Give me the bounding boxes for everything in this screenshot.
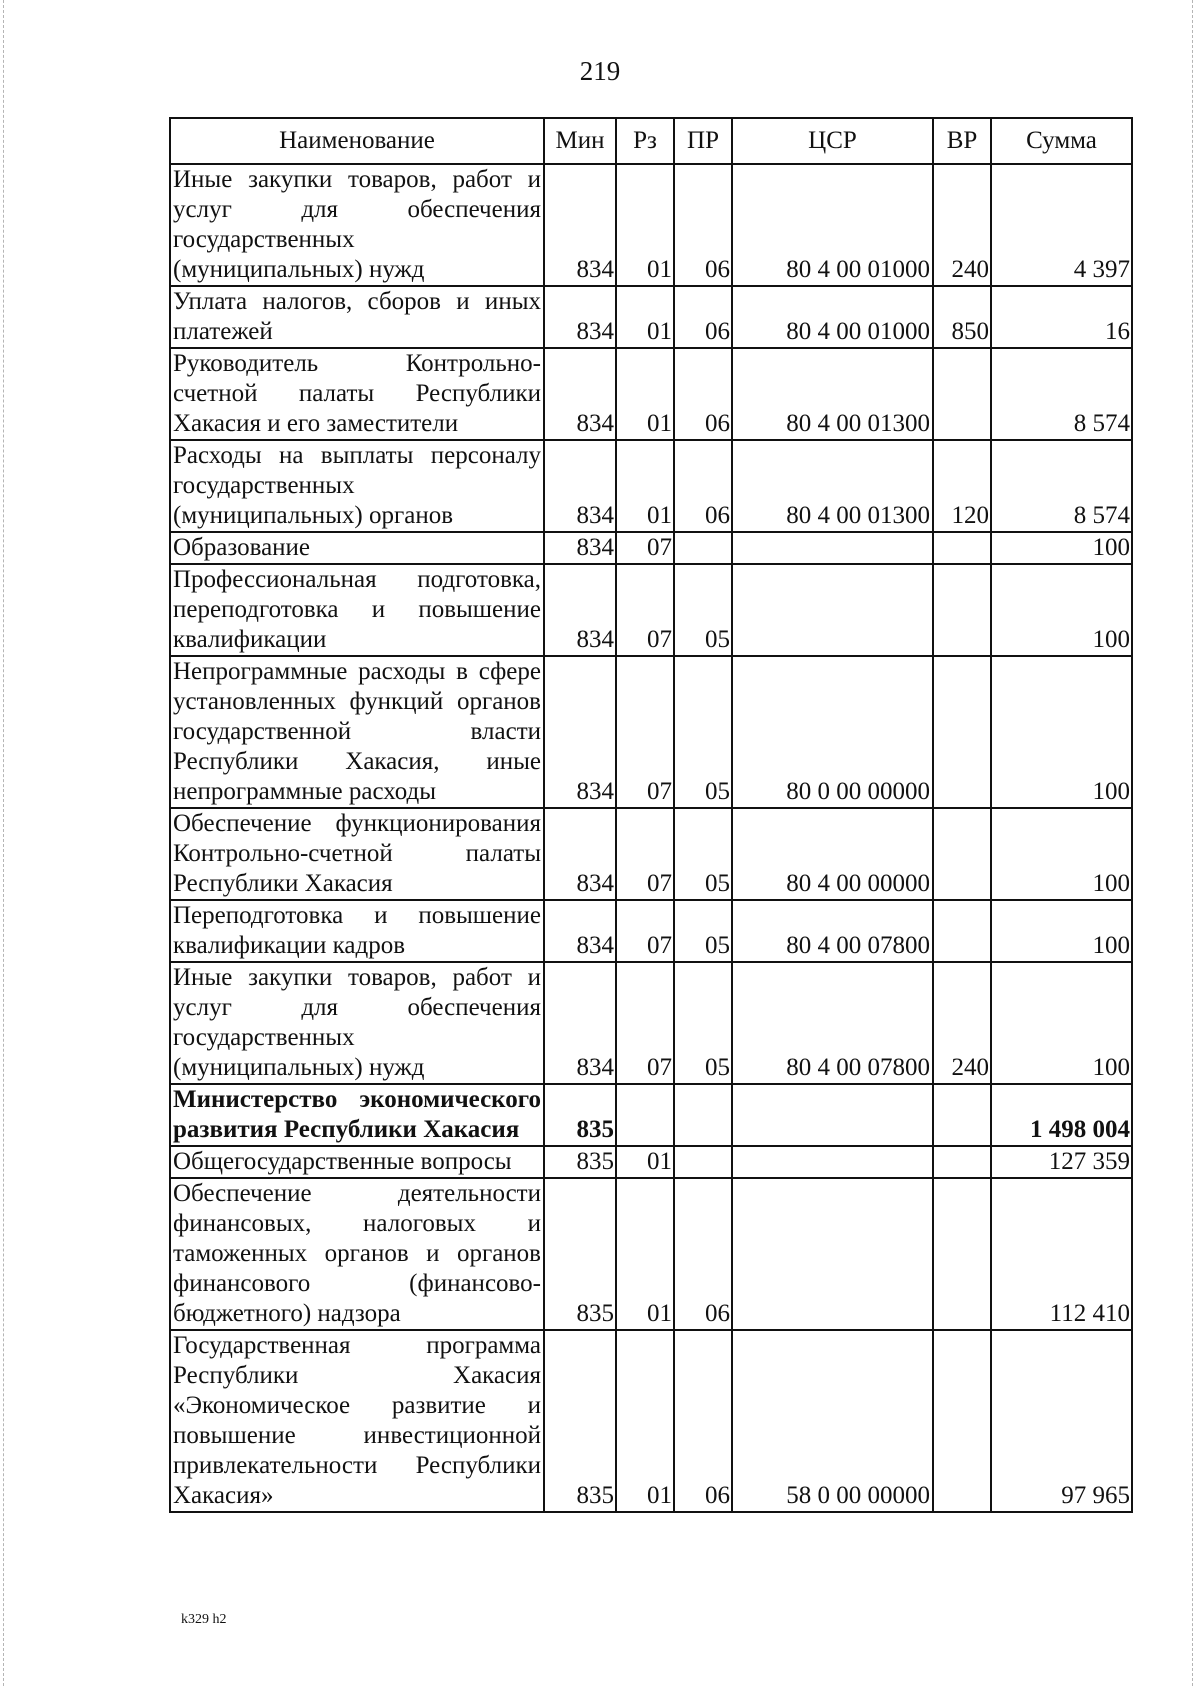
row-min: 834: [544, 532, 616, 564]
row-csr: [732, 1084, 933, 1146]
row-vr: [933, 564, 991, 656]
table-row: [170, 962, 1132, 1084]
row-vr: [933, 808, 991, 900]
row-pr: [674, 1146, 732, 1178]
row-pr: 05: [674, 900, 732, 962]
row-pr: 06: [674, 440, 732, 532]
row-sum: 100: [991, 962, 1132, 1084]
row-rz: 07: [616, 564, 674, 656]
column-header-pr: ПР: [674, 118, 732, 164]
budget-table: [169, 117, 1133, 1513]
table-header-row: [170, 118, 1132, 164]
table-row: [170, 900, 1132, 962]
row-pr: 06: [674, 348, 732, 440]
row-vr: [933, 900, 991, 962]
row-min: 834: [544, 656, 616, 808]
row-min: 834: [544, 286, 616, 348]
row-vr: [933, 532, 991, 564]
page-number: 219: [579, 56, 621, 86]
row-name: Обеспечение деятельности финансовых, налоговых и таможенных органов и органов финансового (финансово-бюджетного) надзора: [170, 1178, 544, 1330]
row-name: Образование: [170, 532, 544, 564]
row-sum: 100: [991, 532, 1132, 564]
row-csr: 58 0 00 00000: [732, 1330, 933, 1512]
row-name: Непрограммные расходы в сфере установленных функций органов государственной власти Республики Хакасия, иные непрограммные расходы: [170, 656, 544, 808]
row-csr: 80 4 00 01300: [732, 348, 933, 440]
row-min: 834: [544, 900, 616, 962]
table-row: [170, 564, 1132, 656]
row-vr: [933, 1330, 991, 1512]
row-sum: 97 965: [991, 1330, 1132, 1512]
row-csr: 80 4 00 01000: [732, 286, 933, 348]
row-name: Иные закупки товаров, работ и услуг для обеспечения государственных (муниципальных) нужд: [170, 164, 544, 286]
row-csr: [732, 564, 933, 656]
row-sum: 8 574: [991, 440, 1132, 532]
column-header-rz: Рз: [616, 118, 674, 164]
row-pr: 05: [674, 808, 732, 900]
row-csr: 80 4 00 07800: [732, 962, 933, 1084]
row-sum: 112 410: [991, 1178, 1132, 1330]
column-header-min: Мин: [544, 118, 616, 164]
row-rz: 01: [616, 1178, 674, 1330]
row-vr: [933, 1178, 991, 1330]
table-row-ministry-header: [170, 1084, 1132, 1146]
row-rz: 07: [616, 656, 674, 808]
row-rz: [616, 1084, 674, 1146]
row-min: 834: [544, 962, 616, 1084]
table-row: [170, 808, 1132, 900]
row-csr: 80 0 00 00000: [732, 656, 933, 808]
row-pr: 06: [674, 164, 732, 286]
row-vr: 850: [933, 286, 991, 348]
row-vr: 240: [933, 962, 991, 1084]
table-row: [170, 164, 1132, 286]
row-name: Министерство экономического развития Республики Хакасия: [170, 1084, 544, 1146]
column-header-name: Наименование: [170, 118, 544, 164]
table-row: [170, 1178, 1132, 1330]
row-rz: 07: [616, 532, 674, 564]
row-sum: 1 498 004: [991, 1084, 1132, 1146]
table-row: [170, 1146, 1132, 1178]
column-header-csr: ЦСР: [732, 118, 933, 164]
row-vr: 240: [933, 164, 991, 286]
row-name: Общегосударственные вопросы: [170, 1146, 544, 1178]
row-sum: 100: [991, 656, 1132, 808]
row-min: 835: [544, 1084, 616, 1146]
row-name: Государственная программа Республики Хакасия «Экономическое развитие и повышение инвестиционной привлекательности Республики Хакасия»: [170, 1330, 544, 1512]
row-name: Руководитель Контрольно-счетной палаты Республики Хакасия и его заместители: [170, 348, 544, 440]
row-sum: 8 574: [991, 348, 1132, 440]
row-min: 834: [544, 164, 616, 286]
row-min: 834: [544, 808, 616, 900]
row-csr: 80 4 00 01000: [732, 164, 933, 286]
row-sum: 127 359: [991, 1146, 1132, 1178]
row-pr: 05: [674, 656, 732, 808]
row-rz: 01: [616, 1330, 674, 1512]
row-rz: 01: [616, 164, 674, 286]
row-rz: 01: [616, 286, 674, 348]
row-csr: 80 4 00 01300: [732, 440, 933, 532]
row-name: Уплата налогов, сборов и иных платежей: [170, 286, 544, 348]
table-row: [170, 532, 1132, 564]
row-csr: [732, 1146, 933, 1178]
row-name: Переподготовка и повышение квалификации кадров: [170, 900, 544, 962]
row-name: Профессиональная подготовка, переподготовка и повышение квалификации: [170, 564, 544, 656]
row-vr: [933, 1146, 991, 1178]
row-pr: [674, 1084, 732, 1146]
row-pr: 06: [674, 286, 732, 348]
row-rz: 07: [616, 808, 674, 900]
row-vr: [933, 656, 991, 808]
scan-right-edge: [1192, 0, 1193, 1686]
row-vr: [933, 348, 991, 440]
row-pr: 05: [674, 962, 732, 1084]
row-pr: 06: [674, 1330, 732, 1512]
row-rz: 07: [616, 962, 674, 1084]
table-row: [170, 656, 1132, 808]
row-min: 834: [544, 564, 616, 656]
row-pr: 05: [674, 564, 732, 656]
row-vr: 120: [933, 440, 991, 532]
row-min: 835: [544, 1146, 616, 1178]
row-min: 835: [544, 1178, 616, 1330]
row-rz: 07: [616, 900, 674, 962]
row-sum: 100: [991, 564, 1132, 656]
row-name: Обеспечение функционирования Контрольно-счетной палаты Республики Хакасия: [170, 808, 544, 900]
row-min: 835: [544, 1330, 616, 1512]
table-row: [170, 1330, 1132, 1512]
row-csr: 80 4 00 07800: [732, 900, 933, 962]
row-csr: [732, 532, 933, 564]
column-header-vr: ВР: [933, 118, 991, 164]
row-sum: 100: [991, 808, 1132, 900]
table-row: [170, 440, 1132, 532]
column-header-sum: Сумма: [991, 118, 1132, 164]
row-pr: [674, 532, 732, 564]
row-name: Иные закупки товаров, работ и услуг для обеспечения государственных (муниципальных) нужд: [170, 962, 544, 1084]
table-row: [170, 286, 1132, 348]
scan-left-edge: [3, 0, 4, 1686]
row-min: 834: [544, 440, 616, 532]
row-sum: 4 397: [991, 164, 1132, 286]
table-row: [170, 348, 1132, 440]
row-name: Расходы на выплаты персоналу государственных (муниципальных) органов: [170, 440, 544, 532]
row-csr: 80 4 00 00000: [732, 808, 933, 900]
row-rz: 01: [616, 440, 674, 532]
row-vr: [933, 1084, 991, 1146]
row-csr: [732, 1178, 933, 1330]
row-min: 834: [544, 348, 616, 440]
footer-document-code: k329 h2: [181, 1612, 227, 1627]
row-rz: 01: [616, 1146, 674, 1178]
row-sum: 100: [991, 900, 1132, 962]
row-sum: 16: [991, 286, 1132, 348]
row-rz: 01: [616, 348, 674, 440]
row-pr: 06: [674, 1178, 732, 1330]
